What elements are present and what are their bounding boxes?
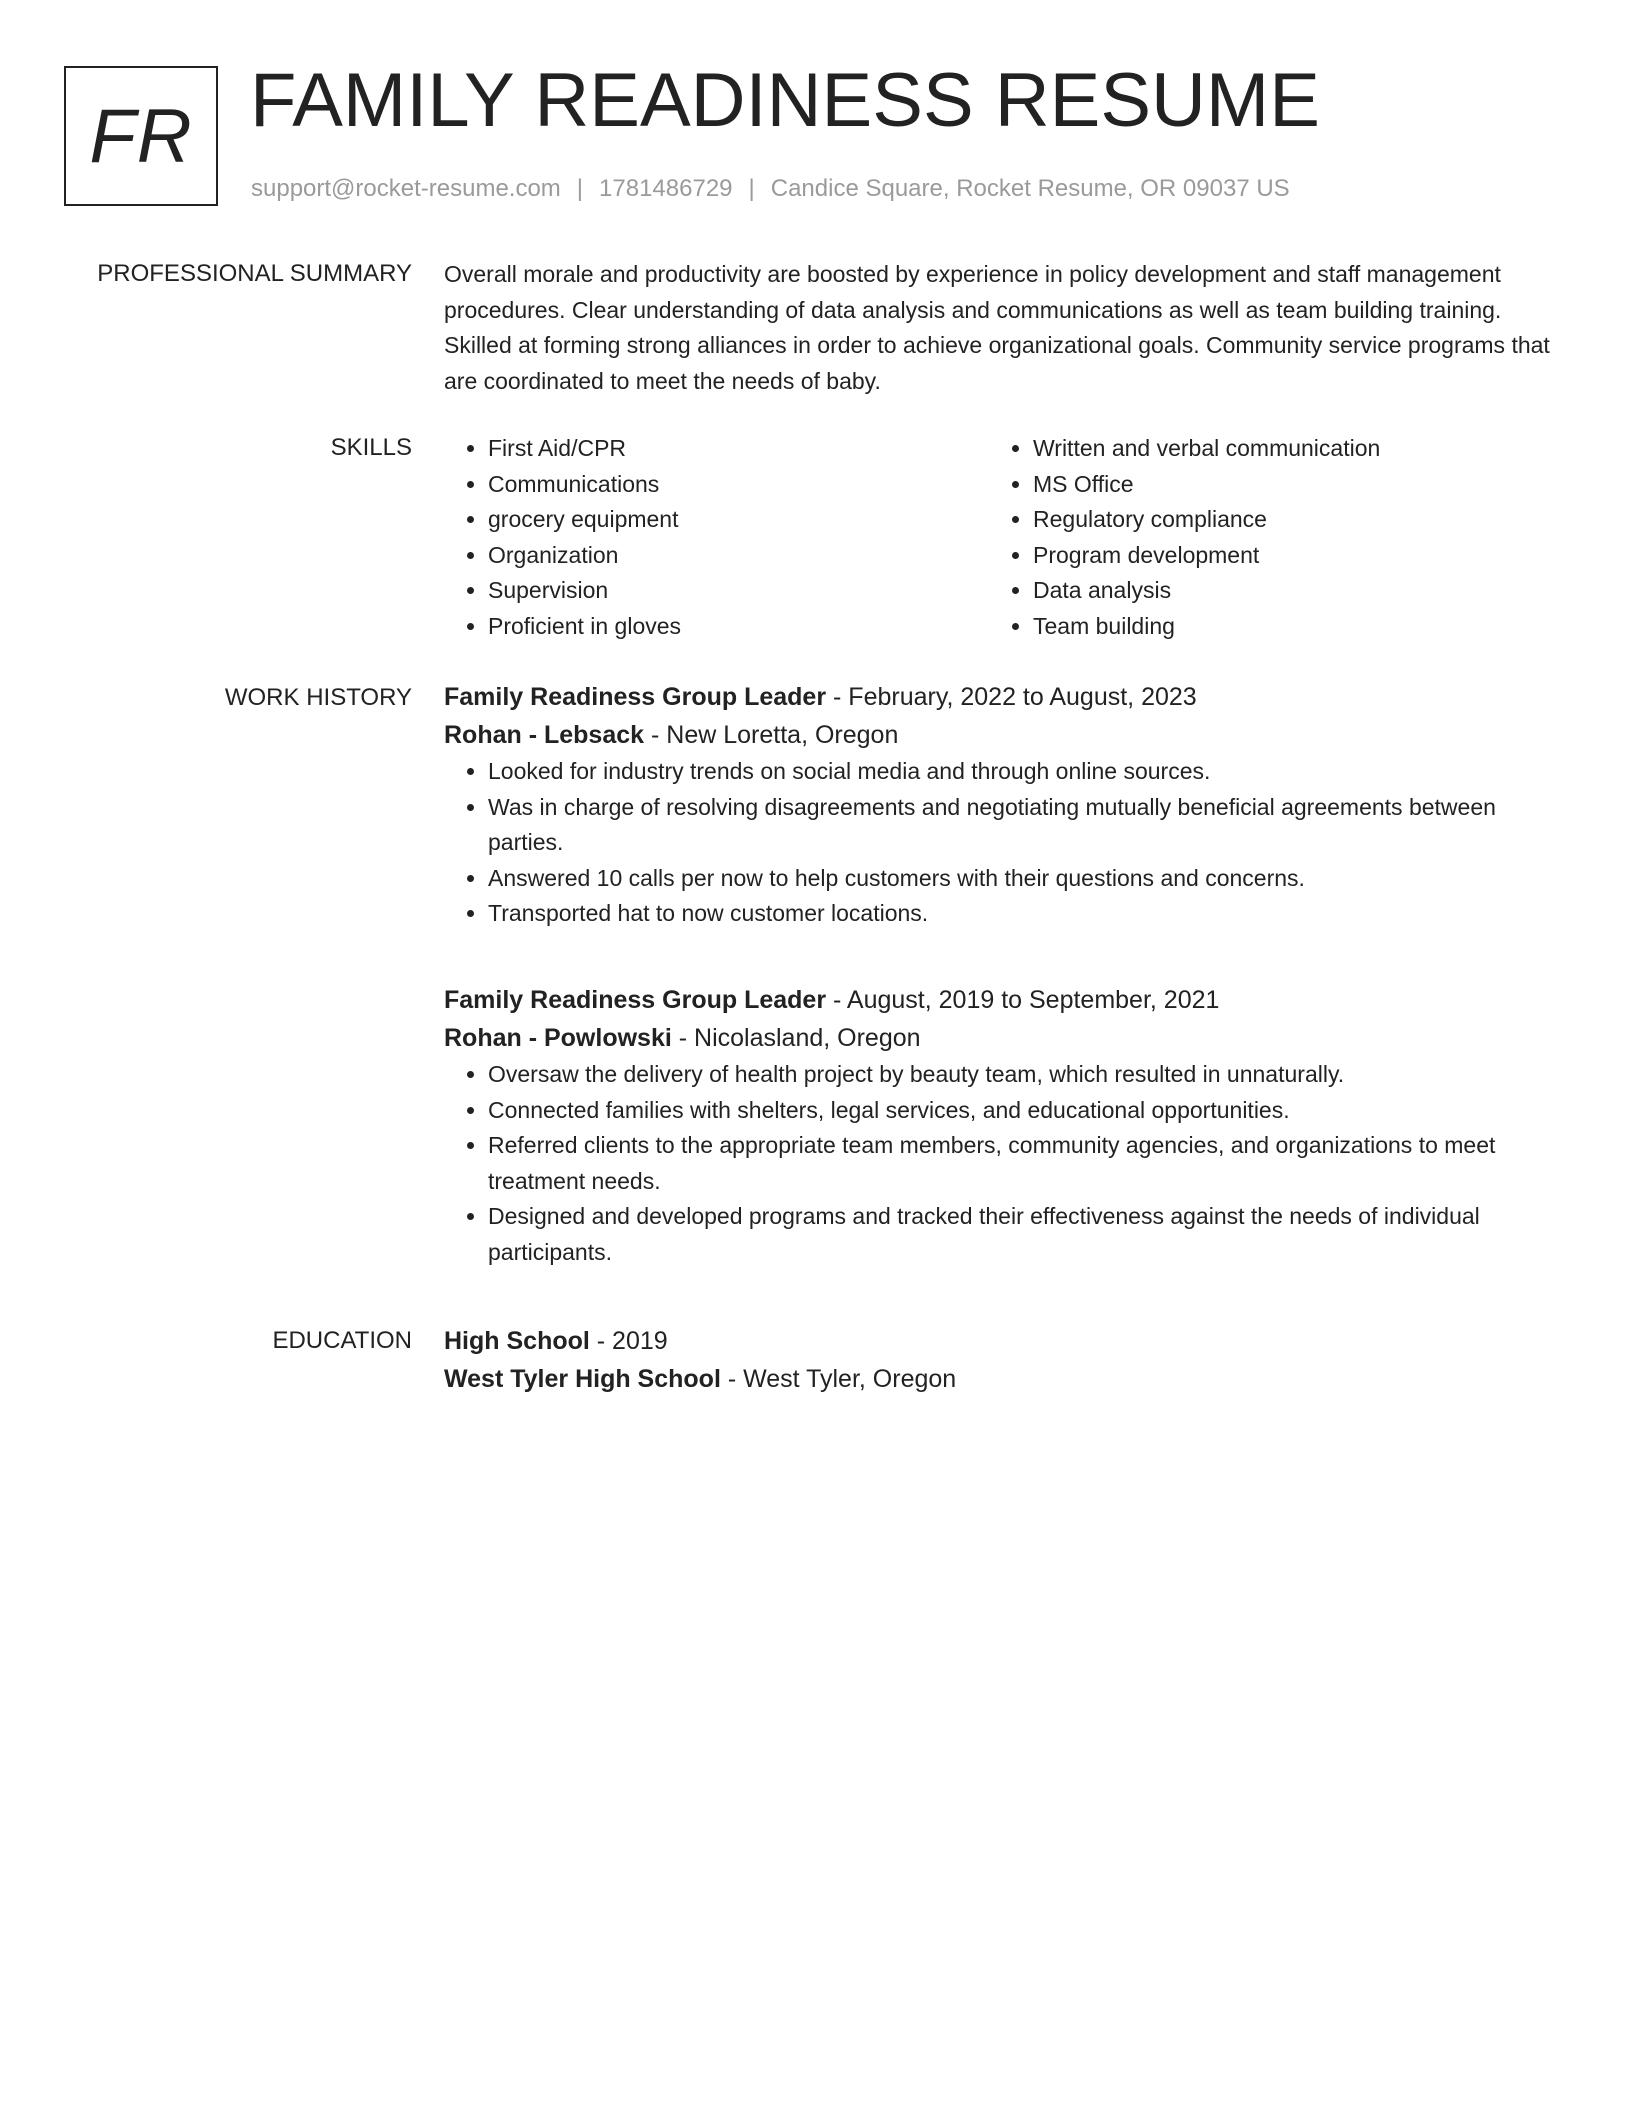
skill-item: • Communications	[488, 467, 989, 503]
job-location: - New Loretta, Oregon	[644, 721, 899, 749]
job-bullets-wrap	[444, 754, 1564, 932]
education-entry	[444, 1322, 1564, 1398]
job-title-line	[444, 678, 1564, 716]
section-label-work: WORK HISTORY	[224, 684, 412, 711]
contact-address: Candice Square, Rocket Resume, OR 09037 US	[770, 175, 1290, 202]
education-degree-line	[444, 1322, 1564, 1360]
job-title: Family Readiness Group Leader	[444, 986, 827, 1014]
skills-section	[444, 431, 1564, 644]
section-label-skills: SKILLS	[330, 434, 412, 461]
contact-separator: |	[576, 175, 584, 202]
skill-item: • Program development	[1033, 538, 1534, 574]
skill-item: • Data analysis	[1033, 573, 1534, 609]
job-bullet: • Connected families with shelters, legal services, and educational opportunities.	[488, 1093, 1564, 1129]
education-degree: High School	[444, 1327, 590, 1355]
education-year: - 2019	[589, 1327, 668, 1355]
education-school-line	[444, 1360, 1564, 1398]
skill-item: • First Aid/CPR	[488, 431, 989, 467]
contact-phone: 1781486729	[599, 175, 733, 202]
education-school: West Tyler High School	[444, 1365, 721, 1393]
skill-item: • Supervision	[488, 573, 989, 609]
skills-list-right	[989, 431, 1534, 644]
skills-columns	[444, 431, 1564, 644]
job-company-line	[444, 1019, 1564, 1057]
job-bullet: • Looked for industry trends on social media and through online sources.	[488, 754, 1564, 790]
job-company: Rohan - Lebsack	[444, 721, 645, 749]
job-title-line	[444, 981, 1564, 1019]
skill-item: • Organization	[488, 538, 989, 574]
job-company: Rohan - Powlowski	[444, 1024, 672, 1052]
skill-item: • Regulatory compliance	[1033, 502, 1534, 538]
skills-column-left	[444, 431, 989, 644]
education-location: - West Tyler, Oregon	[720, 1365, 957, 1393]
job-dates: - February, 2022 to August, 2023	[826, 683, 1197, 711]
skills-list-left	[444, 431, 989, 644]
job-location: - Nicolasland, Oregon	[671, 1024, 921, 1052]
summary-text: Overall morale and productivity are boosted by experience in policy development and staff management procedures. Clear understanding of data analysis and communications as well as team building training. Skilled at forming strong alliances in order to achieve organizational goals. Community service programs that are coordinated to meet the needs of baby.	[444, 261, 1550, 394]
skill-item: • Written and verbal communication	[1033, 431, 1534, 467]
work-entry	[444, 678, 1564, 932]
job-bullets-wrap	[444, 1057, 1564, 1270]
section-label-summary: PROFESSIONAL SUMMARY	[97, 260, 412, 287]
job-bullets	[444, 1057, 1564, 1270]
job-company-line	[444, 716, 1564, 754]
job-bullet: • Designed and developed programs and tracked their effectiveness against the needs of individual participants.	[488, 1199, 1564, 1270]
contact-email: support@rocket-resume.com	[251, 175, 561, 202]
summary-section	[444, 257, 1564, 399]
contact-separator: |	[748, 175, 755, 202]
skill-item: • MS Office	[1033, 467, 1534, 503]
skill-item: • Proficient in gloves	[488, 609, 989, 645]
job-bullet: • Was in charge of resolving disagreements and negotiating mutually beneficial agreements between parties.	[488, 790, 1564, 861]
contact-line	[251, 172, 1290, 206]
skill-item: • grocery equipment	[488, 502, 989, 538]
job-dates: - August, 2019 to September, 2021	[826, 986, 1220, 1014]
job-bullets	[444, 754, 1564, 932]
resume-title: FAMILY READINESS RESUME	[250, 58, 1320, 143]
skill-item: • Team building	[1033, 609, 1534, 645]
job-bullet: • Answered 10 calls per now to help customers with their questions and concerns.	[488, 861, 1564, 897]
skills-column-right	[989, 431, 1534, 644]
job-bullet: • Transported hat to now customer locations.	[488, 896, 1564, 932]
job-title: Family Readiness Group Leader	[444, 683, 827, 711]
job-bullet: • Referred clients to the appropriate team members, community agencies, and organizations to meet treatment needs.	[488, 1128, 1564, 1199]
monogram-logo: FR	[64, 66, 218, 206]
job-bullet: • Oversaw the delivery of health project by beauty team, which resulted in unnaturally.	[488, 1057, 1564, 1093]
work-entry	[444, 981, 1564, 1270]
section-label-education: EDUCATION	[272, 1327, 412, 1354]
